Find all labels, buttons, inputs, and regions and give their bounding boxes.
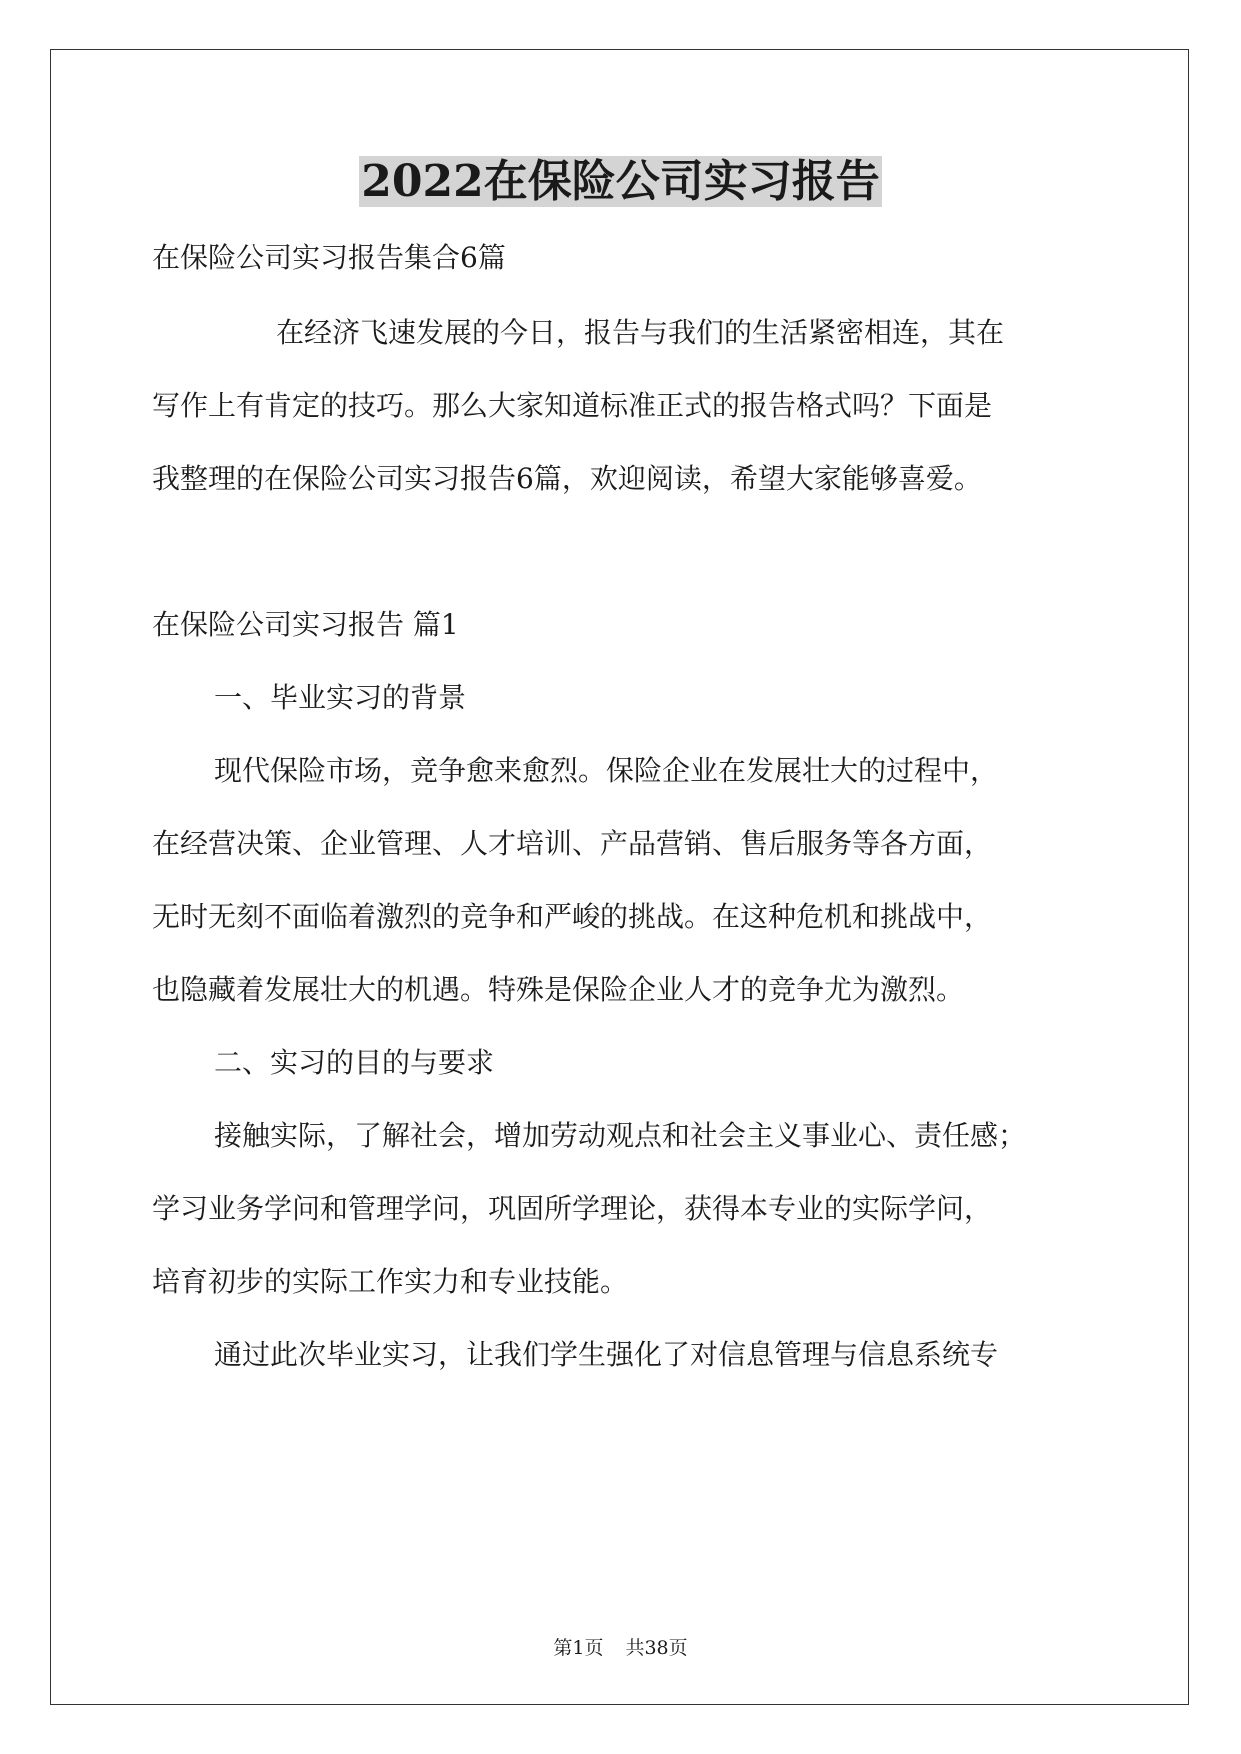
paragraph-line: 通过此次毕业实习，让我们学生强化了对信息管理与信息系统专 <box>214 1338 999 1371</box>
page-footer <box>0 1635 1241 1661</box>
paragraph-line: 我整理的在保险公司实习报告6篇，欢迎阅读，希望大家能够喜爱。 <box>152 462 982 495</box>
document-title <box>0 152 1241 212</box>
section-heading: 在保险公司实习报告 篇1 <box>152 608 459 641</box>
subsection-heading: 一、毕业实习的背景 <box>214 681 467 714</box>
document-subtitle: 在保险公司实习报告集合6篇 <box>152 241 506 274</box>
paragraph-line: 也隐藏着发展壮大的机遇。特殊是保险企业人才的竞争尤为激烈。 <box>152 973 965 1006</box>
paragraph-line: 在经济飞速发展的今日，报告与我们的生活紧密相连，其在 <box>276 316 1005 349</box>
page-number: 第1页 <box>553 1637 604 1659</box>
subsection-heading: 二、实习的目的与要求 <box>214 1046 495 1079</box>
paragraph-line: 学习业务学问和管理学问，巩固所学理论，获得本专业的实际学问， <box>152 1192 993 1225</box>
paragraph-line: 无时无刻不面临着激烈的竞争和严峻的挑战。在这种危机和挑战中， <box>152 900 993 933</box>
paragraph-line: 接触实际，了解社会，增加劳动观点和社会主义事业心、责任感； <box>214 1119 1027 1152</box>
document-title-text: 2022在保险公司实习报告 <box>361 156 880 207</box>
paragraph-line: 现代保险市场，竞争愈来愈烈。保险企业在发展壮大的过程中， <box>214 754 999 787</box>
paragraph-line: 在经营决策、企业管理、人才培训、产品营销、售后服务等各方面， <box>152 827 993 860</box>
page-total: 共38页 <box>625 1637 688 1659</box>
paragraph-line: 写作上有肯定的技巧。那么大家知道标准正式的报告格式吗？下面是 <box>152 389 993 422</box>
paragraph-line: 培育初步的实际工作实力和专业技能。 <box>152 1265 629 1298</box>
page-border <box>50 49 1189 1705</box>
